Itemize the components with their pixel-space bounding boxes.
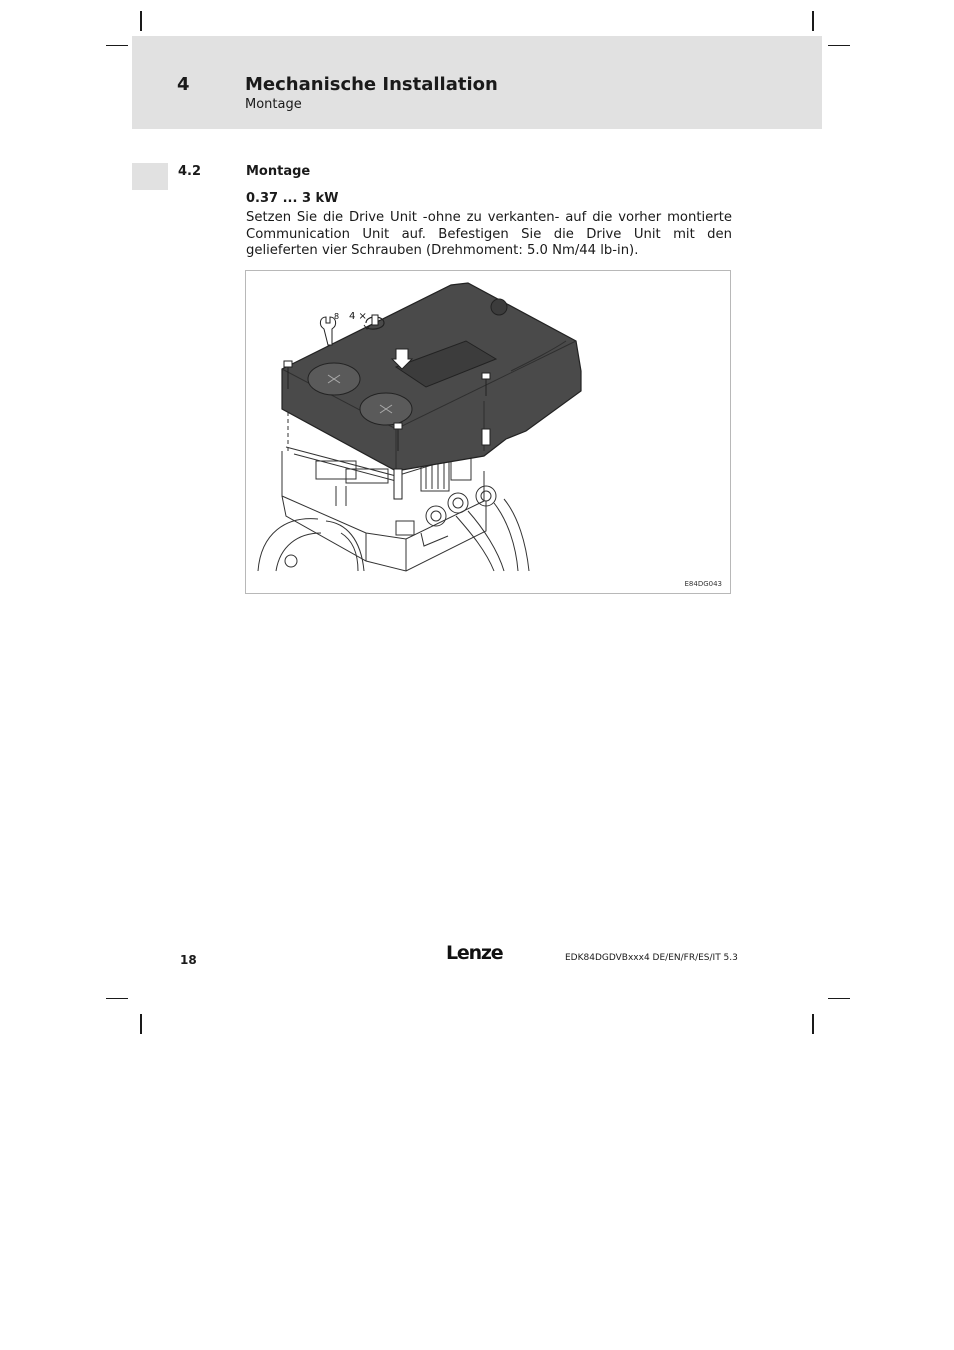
crop-mark [828, 998, 850, 999]
document-code: EDK84DGDVBxxx4 DE/EN/FR/ES/IT 5.3 [565, 953, 738, 963]
chapter-number: 4 [177, 74, 190, 95]
wrench-size-label: 8 [334, 312, 340, 321]
brand-logo: Lenze [446, 942, 503, 964]
section-number: 4.2 [178, 164, 202, 179]
wrench-icon [320, 317, 335, 345]
drive-unit-drawing [246, 271, 732, 595]
chapter-header [132, 36, 822, 129]
mounting-illustration [245, 270, 731, 594]
page-number: 18 [180, 953, 197, 967]
chapter-subtitle: Montage [245, 97, 302, 112]
crop-mark [106, 45, 128, 46]
crop-mark [106, 998, 128, 999]
crop-mark [828, 45, 850, 46]
screw-count-label: 4 × [349, 311, 367, 322]
crop-mark [812, 1014, 814, 1034]
crop-mark [140, 1014, 142, 1034]
chapter-title: Mechanische Installation [245, 74, 498, 95]
section-title: Montage [246, 164, 311, 179]
figure-id: E84DG043 [684, 580, 722, 588]
section-marker [132, 163, 168, 190]
crop-mark [140, 11, 142, 31]
body-paragraph: Setzen Sie die Drive Unit -ohne zu verkanten- auf die vorher montierte Communication Unit auf. Befestigen Sie die Drive Unit mit den gelieferten vier Schrauben (Drehmoment: 5.0 Nm/44 lb-in). [246, 210, 732, 258]
subsection-title: 0.37 ... 3 kW [246, 191, 339, 206]
crop-mark [812, 11, 814, 31]
